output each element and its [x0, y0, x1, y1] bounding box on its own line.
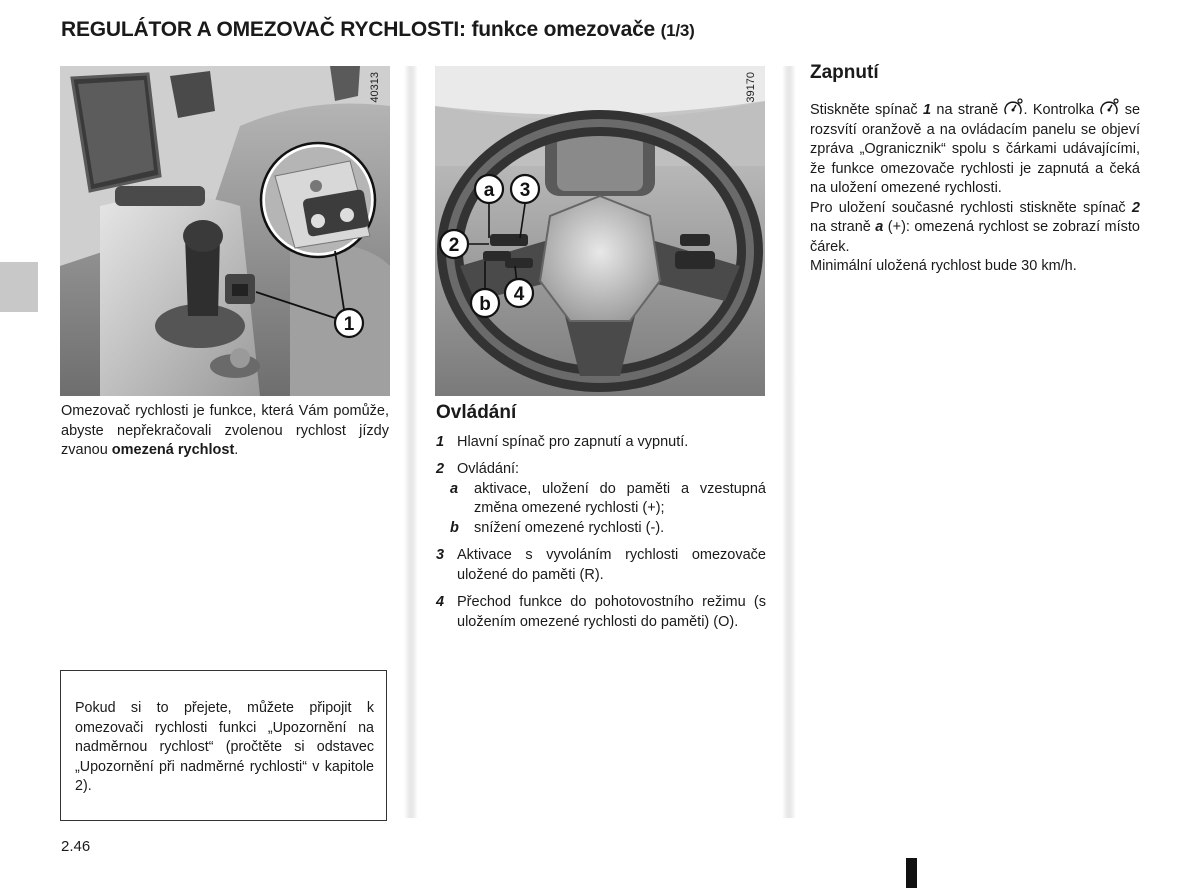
column-gutter [782, 66, 796, 818]
controls-item-2: 2 Ovládání: a aktivace, uložení do paměti a vzestupná změna omezené rychlosti (+); b snížení omezené rychlosti (-). [436, 460, 766, 538]
controls-item-4: 4 Přechod funkce do pohotovostního režimu (s uložením omezené rychlosti do paměti) (O). [436, 594, 766, 630]
steering-wheel-photo [435, 66, 765, 396]
callout-1-label: 1 [343, 314, 355, 335]
callout-3 [511, 175, 539, 203]
speed-limiter-icon [1099, 98, 1119, 118]
controls-sub-a: a aktivace, uložení do paměti a vzestupná změna omezené rychlosti (+); [450, 480, 766, 516]
photo-id-39170: 39170 [745, 72, 757, 103]
console-photo [60, 66, 390, 396]
callout-3-label: 3 [519, 180, 531, 201]
page-of: (1/3) [660, 21, 695, 40]
edge-marker [906, 858, 917, 888]
speed-limiter-icon [1003, 98, 1023, 118]
callout-4-label: 4 [513, 284, 525, 305]
keyword-limited-speed: omezená rychlost [111, 442, 235, 458]
controls-item-3: 3 Aktivace s vyvoláním rychlosti omezovače uložené do paměti (R). [436, 547, 766, 583]
callout-2-label: 2 [448, 235, 460, 256]
callout-b-label: b [479, 294, 491, 315]
photo-id-40313: 40313 [369, 72, 381, 103]
controls-item-1: 1 Hlavní spínač pro zapnutí a vypnutí. [436, 434, 689, 450]
callout-4 [505, 279, 533, 307]
callout-a-label: a [483, 180, 495, 201]
note-text: Pokud si to přejete, můžete připojit k omezovači rychlosti funkci „Upozornění na nadměrnou rychlost“ (pročtěte si odstavec „Upozornění při nadměrné rychlosti“ v kapitole 2). [75, 700, 374, 794]
callout-b [471, 289, 499, 317]
intro-caption: Omezovač rychlosti je funkce, která Vám pomůže, abyste nepřekračovali zvolenou rychlost jízdy zvanou omezená rychlost. [61, 403, 389, 458]
note-box [60, 670, 387, 821]
callout-2 [440, 230, 468, 258]
controls-sub-b: b snížení omezené rychlosti (-). [450, 519, 665, 536]
column-gutter [404, 66, 418, 818]
callout-a [475, 175, 503, 203]
zapnuti-text: Stiskněte spínač 1 na straně . Kontrolka se rozsvítí oranžově a na ovládacím panelu se objeví zpráva „Ogranicznik“ spolu s čárkami udávajícími, že funkce omezovače rychlosti je zapnutá a čeká na uložení omezené rychlosti. Pro uložení současné rychlosti stiskněte spínač 2 na straně a (+): omezená rychlost se zobrazí místo čárek. Minimální uložená rychlost bude 30 km/h. [810, 98, 1140, 277]
zapnuti-heading: Zapnutí [810, 62, 879, 83]
controls-heading: Ovládání [436, 402, 517, 423]
page-number: 2.46 [61, 838, 91, 855]
chapter-tab [0, 262, 38, 312]
page-title: REGULÁTOR A OMEZOVAČ RYCHLOSTI: funkce omezovače (1/3) [61, 18, 695, 41]
